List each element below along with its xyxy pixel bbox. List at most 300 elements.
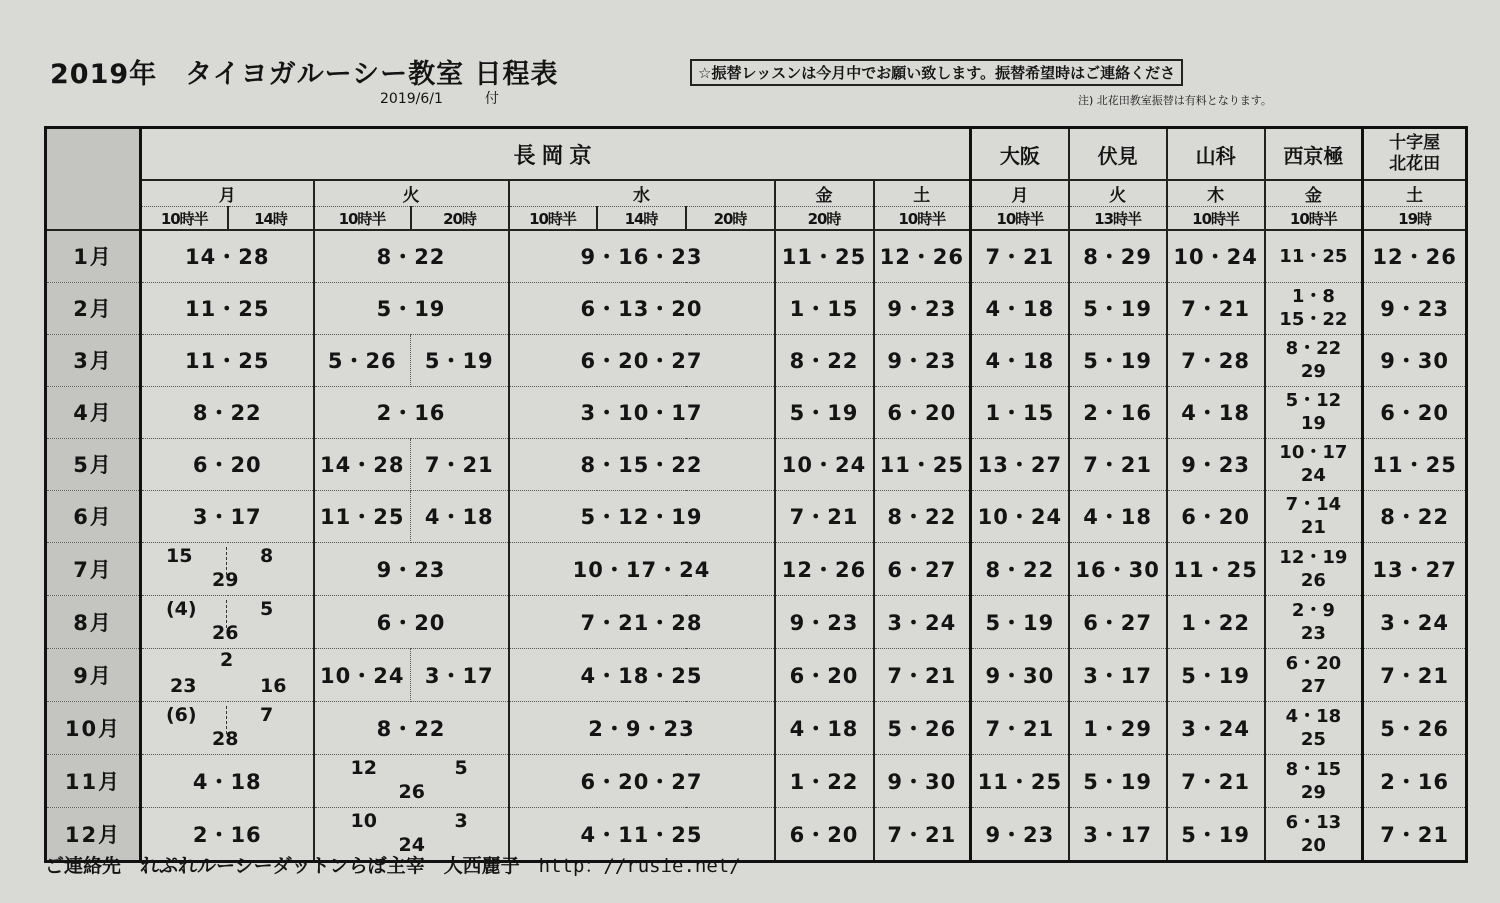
yamashina-dates: 5・19 xyxy=(1181,822,1251,847)
day-wed: 水 xyxy=(509,180,775,207)
time-mon-1: 10時半 xyxy=(141,207,228,231)
fushimi-cell xyxy=(1069,754,1167,807)
mon-cell xyxy=(141,230,314,282)
osaka-cell xyxy=(971,701,1069,754)
day-osaka: 月 xyxy=(971,180,1069,207)
kitahanada-dates: 9・30 xyxy=(1380,349,1450,373)
mon-cell xyxy=(141,701,314,754)
mon-bottom: 28 xyxy=(212,727,239,750)
tue-dates: 5・19 xyxy=(376,297,446,321)
fushimi-dates: 16・30 xyxy=(1075,557,1160,582)
month-label: 11月 xyxy=(46,754,141,807)
issue-date: 2019/6/1 付 xyxy=(380,91,499,107)
sat-dates: 9・30 xyxy=(887,769,957,794)
fri-cell xyxy=(775,490,874,542)
table-row xyxy=(46,595,1467,648)
location-osaka: 大阪 xyxy=(971,128,1069,181)
wed-cell xyxy=(509,386,775,438)
fushimi-cell xyxy=(1069,595,1167,648)
tue-dates: 8・22 xyxy=(376,245,446,270)
tue-dates: 9・23 xyxy=(376,557,446,582)
sat-cell xyxy=(874,386,971,438)
month-label: 6月 xyxy=(46,490,141,542)
kitahanada-fee-note: 注) 北花田教室振替は有料となります。 xyxy=(1078,94,1272,107)
osaka-cell xyxy=(971,438,1069,490)
mon-bottom-right: 16 xyxy=(260,674,287,697)
nishikyogoku-dates: 8・15 29 xyxy=(1285,758,1342,803)
fri-dates: 5・19 xyxy=(789,401,859,425)
location-kitahanada-line2: 北花田 xyxy=(1389,154,1441,174)
sat-cell xyxy=(874,754,971,807)
wed-cell xyxy=(509,754,775,807)
kitahanada-cell xyxy=(1363,701,1467,754)
mon-cell xyxy=(141,438,314,490)
day-mon: 月 xyxy=(141,180,314,207)
tue-2000-dates: 3・17 xyxy=(424,663,494,688)
sat-dates: 11・25 xyxy=(879,453,965,477)
wed-cell xyxy=(509,595,775,648)
sat-dates: 9・23 xyxy=(887,349,957,373)
osaka-dates: 13・27 xyxy=(977,453,1063,477)
sat-dates: 12・26 xyxy=(879,245,965,270)
yamashina-cell xyxy=(1167,701,1265,754)
location-nagaokakyo: 長岡京 xyxy=(141,128,971,181)
tue-1030-cell xyxy=(314,334,411,386)
month-label: 2月 xyxy=(46,282,141,334)
tue-1030-dates: 10・24 xyxy=(320,663,405,688)
mon-cell xyxy=(141,595,314,648)
yamashina-cell xyxy=(1167,386,1265,438)
osaka-cell xyxy=(971,595,1069,648)
kitahanada-dates: 8・22 xyxy=(1380,505,1450,529)
sat-dates: 7・21 xyxy=(887,663,957,688)
osaka-dates: 1・15 xyxy=(985,401,1055,425)
page-title: 2019年 タイヨガルーシー教室 日程表 xyxy=(50,59,559,90)
location-nishikyogoku: 西京極 xyxy=(1265,128,1363,181)
nishikyogoku-dates: 10・17 24 xyxy=(1279,442,1348,486)
yamashina-cell xyxy=(1167,334,1265,386)
mon-dates: 2・16 xyxy=(192,822,262,847)
kitahanada-dates: 7・21 xyxy=(1380,663,1450,688)
table-row xyxy=(46,386,1467,438)
month-label: 7月 xyxy=(46,542,141,595)
kitahanada-cell xyxy=(1363,490,1467,542)
nishikyogoku-dates: 8・22 29 xyxy=(1285,338,1342,382)
month-label: 5月 xyxy=(46,438,141,490)
tue-1030-dates: 5・26 xyxy=(327,349,397,373)
fri-cell xyxy=(775,807,874,861)
fri-cell xyxy=(775,438,874,490)
fri-dates: 1・15 xyxy=(789,297,859,321)
month-label: 9月 xyxy=(46,648,141,701)
fushimi-dates: 2・16 xyxy=(1083,401,1153,425)
fushimi-cell xyxy=(1069,230,1167,282)
yamashina-dates: 3・24 xyxy=(1181,716,1251,741)
footer-contact xyxy=(45,851,741,878)
tue-top-left: 12 xyxy=(350,756,377,779)
yamashina-dates: 7・21 xyxy=(1181,769,1251,794)
sat-dates: 6・20 xyxy=(887,401,957,425)
tue-top-left: 10 xyxy=(350,809,377,832)
tue-1030-dates: 14・28 xyxy=(320,453,405,477)
wed-dates: 6・20・27 xyxy=(580,349,703,373)
yamashina-cell xyxy=(1167,282,1265,334)
schedule-table xyxy=(44,126,1468,863)
month-label: 1月 xyxy=(46,230,141,282)
tue-2000-dates: 5・19 xyxy=(424,349,494,373)
kitahanada-cell xyxy=(1363,334,1467,386)
osaka-cell xyxy=(971,648,1069,701)
wed-cell xyxy=(509,230,775,282)
osaka-dates: 9・23 xyxy=(985,822,1055,847)
mon-cell xyxy=(141,754,314,807)
sat-cell xyxy=(874,282,971,334)
osaka-dates: 5・19 xyxy=(985,610,1055,635)
fri-dates: 6・20 xyxy=(789,663,859,688)
yamashina-dates: 7・21 xyxy=(1181,297,1251,321)
tue-2000-dates: 7・21 xyxy=(424,453,494,477)
time-yamashina: 10時半 xyxy=(1167,207,1265,231)
sat-cell xyxy=(874,807,971,861)
table-row xyxy=(46,542,1467,595)
tue-cell xyxy=(314,542,509,595)
wed-cell xyxy=(509,334,775,386)
mon-cell xyxy=(141,334,314,386)
yamashina-dates: 10・24 xyxy=(1173,245,1258,270)
mon-top-right: 8 xyxy=(260,544,274,567)
tue-2000-cell xyxy=(411,438,509,490)
fri-cell xyxy=(775,386,874,438)
fushimi-cell xyxy=(1069,334,1167,386)
kitahanada-cell xyxy=(1363,648,1467,701)
kitahanada-cell xyxy=(1363,386,1467,438)
mon-dates: 6・20 xyxy=(192,453,262,477)
fushimi-cell xyxy=(1069,648,1167,701)
sat-cell xyxy=(874,595,971,648)
wed-dates: 6・20・27 xyxy=(580,769,703,794)
fushimi-dates: 5・19 xyxy=(1083,769,1153,794)
tue-2000-cell xyxy=(411,490,509,542)
kitahanada-dates: 7・21 xyxy=(1380,822,1450,847)
fushimi-cell xyxy=(1069,490,1167,542)
nishikyogoku-cell xyxy=(1265,386,1363,438)
schedule-body xyxy=(46,230,1467,861)
sat-dates: 9・23 xyxy=(887,297,957,321)
fri-dates: 12・26 xyxy=(781,557,867,582)
fri-cell xyxy=(775,542,874,595)
time-mon-2: 14時 xyxy=(228,207,314,231)
tue-1030-cell xyxy=(314,490,411,542)
website-link[interactable]: http：//rusie.net/ xyxy=(538,855,741,877)
wed-dates: 6・13・20 xyxy=(580,297,703,321)
nishikyogoku-cell xyxy=(1265,230,1363,282)
osaka-cell xyxy=(971,386,1069,438)
osaka-dates: 7・21 xyxy=(985,716,1055,741)
wed-dates: 10・17・24 xyxy=(572,557,711,582)
sat-cell xyxy=(874,648,971,701)
wed-cell xyxy=(509,648,775,701)
mon-bottom: 29 xyxy=(212,568,239,591)
wed-dates: 7・21・28 xyxy=(580,610,703,635)
kitahanada-cell xyxy=(1363,282,1467,334)
time-tue-2: 20時 xyxy=(411,207,509,231)
wed-cell xyxy=(509,438,775,490)
day-yamashina: 木 xyxy=(1167,180,1265,207)
tue-dates: 6・20 xyxy=(376,610,446,635)
tue-cell xyxy=(314,701,509,754)
fri-cell xyxy=(775,701,874,754)
sat-dates: 5・26 xyxy=(887,716,957,741)
yamashina-cell xyxy=(1167,438,1265,490)
mon-dates: 4・18 xyxy=(192,769,262,794)
sat-cell xyxy=(874,542,971,595)
day-fri: 金 xyxy=(775,180,874,207)
kitahanada-dates: 3・24 xyxy=(1380,610,1450,635)
kitahanada-dates: 2・16 xyxy=(1380,769,1450,794)
day-nishikyogoku: 金 xyxy=(1265,180,1363,207)
month-label: 8月 xyxy=(46,595,141,648)
fushimi-dates: 3・17 xyxy=(1083,822,1153,847)
mon-top: 2 xyxy=(220,648,234,671)
fri-dates: 4・18 xyxy=(789,716,859,741)
month-label: 3月 xyxy=(46,334,141,386)
wed-cell xyxy=(509,282,775,334)
mon-bottom-left: 23 xyxy=(170,674,197,697)
mon-top-left: (6) xyxy=(166,703,197,726)
nishikyogoku-cell xyxy=(1265,438,1363,490)
mon-dates: 3・17 xyxy=(192,505,262,529)
fushimi-dates: 1・29 xyxy=(1083,716,1153,741)
nishikyogoku-dates: 6・13 20 xyxy=(1285,811,1342,856)
nishikyogoku-cell xyxy=(1265,490,1363,542)
wed-dates: 9・16・23 xyxy=(580,245,703,270)
nishikyogoku-dates: 2・9 23 xyxy=(1291,599,1335,644)
mon-dates: 11・25 xyxy=(185,297,270,321)
fri-cell xyxy=(775,648,874,701)
time-osaka: 10時半 xyxy=(971,207,1069,231)
month-label: 4月 xyxy=(46,386,141,438)
tue-cell xyxy=(314,754,509,807)
yamashina-dates: 11・25 xyxy=(1173,557,1258,582)
kitahanada-dates: 9・23 xyxy=(1380,297,1450,321)
table-row xyxy=(46,754,1467,807)
fri-dates: 7・21 xyxy=(789,505,859,529)
tue-cell xyxy=(314,386,509,438)
tue-dates: 2・16 xyxy=(376,401,446,425)
sat-dates: 3・24 xyxy=(887,610,957,635)
nishikyogoku-cell xyxy=(1265,701,1363,754)
nishikyogoku-dates: 7・14 21 xyxy=(1285,494,1342,538)
table-row xyxy=(46,334,1467,386)
mon-top-right: 7 xyxy=(260,703,274,726)
tue-2000-cell xyxy=(411,334,509,386)
kitahanada-dates: 5・26 xyxy=(1380,716,1450,741)
day-kitahanada: 土 xyxy=(1363,180,1467,207)
kitahanada-cell xyxy=(1363,230,1467,282)
osaka-dates: 11・25 xyxy=(977,769,1063,794)
sat-cell xyxy=(874,490,971,542)
fushimi-dates: 3・17 xyxy=(1083,663,1153,688)
month-label: 12月 xyxy=(46,807,141,861)
fushimi-cell xyxy=(1069,438,1167,490)
mon-dates: 8・22 xyxy=(192,401,262,425)
wed-dates: 2・9・23 xyxy=(588,716,695,741)
osaka-dates: 9・30 xyxy=(985,663,1055,688)
location-yamashina: 山科 xyxy=(1167,128,1265,181)
nishikyogoku-cell xyxy=(1265,542,1363,595)
nishikyogoku-dates: 6・20 27 xyxy=(1285,652,1342,697)
fushimi-dates: 7・21 xyxy=(1083,453,1153,477)
fri-cell xyxy=(775,334,874,386)
mon-dates: 14・28 xyxy=(185,245,270,270)
tue-2000-dates: 4・18 xyxy=(424,505,494,529)
yamashina-cell xyxy=(1167,542,1265,595)
fri-cell xyxy=(775,282,874,334)
fri-dates: 11・25 xyxy=(781,245,867,270)
mon-cell xyxy=(141,490,314,542)
time-wed-2: 14時 xyxy=(597,207,686,231)
osaka-cell xyxy=(971,230,1069,282)
yamashina-cell xyxy=(1167,754,1265,807)
contact-label: ご連絡先 れぷれルーシーダットンらぼ主宰 大西麗子 xyxy=(45,855,539,877)
sat-cell xyxy=(874,438,971,490)
osaka-cell xyxy=(971,542,1069,595)
osaka-cell xyxy=(971,754,1069,807)
kitahanada-dates: 6・20 xyxy=(1380,401,1450,425)
day-fushimi: 火 xyxy=(1069,180,1167,207)
mon-cell xyxy=(141,282,314,334)
wed-dates: 5・12・19 xyxy=(580,505,703,529)
location-fushimi: 伏見 xyxy=(1069,128,1167,181)
sat-dates: 7・21 xyxy=(887,822,957,847)
sat-dates: 8・22 xyxy=(887,505,957,529)
yamashina-cell xyxy=(1167,490,1265,542)
makeup-lesson-notice: ☆振替レッスンは今月中でお願い致します。振替希望時はご連絡くださ xyxy=(690,59,1183,86)
yamashina-dates: 5・19 xyxy=(1181,663,1251,688)
table-row xyxy=(46,648,1467,701)
nishikyogoku-cell xyxy=(1265,334,1363,386)
fushimi-cell xyxy=(1069,807,1167,861)
wed-cell xyxy=(509,701,775,754)
wed-cell xyxy=(509,490,775,542)
kitahanada-cell xyxy=(1363,438,1467,490)
table-row xyxy=(46,701,1467,754)
kitahanada-cell xyxy=(1363,754,1467,807)
kitahanada-cell xyxy=(1363,595,1467,648)
yamashina-cell xyxy=(1167,230,1265,282)
fushimi-cell xyxy=(1069,282,1167,334)
time-fushimi: 13時半 xyxy=(1069,207,1167,231)
time-nishikyogoku: 10時半 xyxy=(1265,207,1363,231)
wed-dates: 4・18・25 xyxy=(580,663,703,688)
tue-bottom: 24 xyxy=(398,833,425,856)
kitahanada-dates: 11・25 xyxy=(1372,453,1457,477)
nishikyogoku-dates: 5・12 19 xyxy=(1285,390,1342,434)
table-row xyxy=(46,490,1467,542)
tue-top-right: 5 xyxy=(454,756,468,779)
tue-2000-cell xyxy=(411,648,509,701)
fri-dates: 1・22 xyxy=(789,769,859,794)
wed-dates: 3・10・17 xyxy=(580,401,703,425)
osaka-dates: 4・18 xyxy=(985,349,1055,373)
fri-cell xyxy=(775,595,874,648)
osaka-dates: 10・24 xyxy=(977,505,1063,529)
table-row xyxy=(46,438,1467,490)
fushimi-dates: 6・27 xyxy=(1083,610,1153,635)
header-corner xyxy=(46,128,141,231)
location-kitahanada-line1: 十字屋 xyxy=(1389,133,1441,153)
yamashina-cell xyxy=(1167,595,1265,648)
table-row xyxy=(46,282,1467,334)
mon-top-left: (4) xyxy=(166,597,197,620)
day-tue: 火 xyxy=(314,180,509,207)
wed-dates: 4・11・25 xyxy=(580,822,703,847)
mon-cell xyxy=(141,648,314,701)
nishikyogoku-cell xyxy=(1265,807,1363,861)
osaka-dates: 8・22 xyxy=(985,557,1055,582)
tue-bottom: 26 xyxy=(398,780,425,803)
kitahanada-cell xyxy=(1363,542,1467,595)
osaka-cell xyxy=(971,334,1069,386)
yamashina-dates: 4・18 xyxy=(1181,401,1251,425)
month-label: 10月 xyxy=(46,701,141,754)
fri-dates: 6・20 xyxy=(789,822,859,847)
sat-cell xyxy=(874,701,971,754)
table-row xyxy=(46,230,1467,282)
fushimi-dates: 8・29 xyxy=(1083,245,1153,270)
sat-dates: 6・27 xyxy=(887,557,957,582)
fri-cell xyxy=(775,754,874,807)
tue-cell xyxy=(314,595,509,648)
time-tue-1: 10時半 xyxy=(314,207,411,231)
fri-dates: 8・22 xyxy=(789,349,859,373)
sat-cell xyxy=(874,230,971,282)
nishikyogoku-cell xyxy=(1265,282,1363,334)
time-wed-1: 10時半 xyxy=(509,207,597,231)
kitahanada-cell xyxy=(1363,807,1467,861)
fushimi-cell xyxy=(1069,386,1167,438)
osaka-cell xyxy=(971,282,1069,334)
fushimi-dates: 5・19 xyxy=(1083,297,1153,321)
wed-cell xyxy=(509,542,775,595)
wed-dates: 8・15・22 xyxy=(580,453,703,477)
fushimi-dates: 4・18 xyxy=(1083,505,1153,529)
yamashina-dates: 7・28 xyxy=(1181,349,1251,373)
tue-cell xyxy=(314,282,509,334)
tue-1030-cell xyxy=(314,438,411,490)
yamashina-dates: 1・22 xyxy=(1181,610,1251,635)
nishikyogoku-cell xyxy=(1265,595,1363,648)
kitahanada-dates: 12・26 xyxy=(1372,245,1457,270)
tue-1030-dates: 11・25 xyxy=(320,505,405,529)
nishikyogoku-dates: 4・18 25 xyxy=(1285,705,1342,750)
time-fri: 20時 xyxy=(775,207,874,231)
osaka-cell xyxy=(971,807,1069,861)
osaka-dates: 7・21 xyxy=(985,245,1055,270)
tue-top-right: 3 xyxy=(454,809,468,832)
kitahanada-dates: 13・27 xyxy=(1372,557,1457,582)
sat-cell xyxy=(874,334,971,386)
mon-top-left: 15 xyxy=(166,544,193,567)
nishikyogoku-dates: 12・19 26 xyxy=(1279,546,1348,591)
yamashina-cell xyxy=(1167,648,1265,701)
mon-bottom: 26 xyxy=(212,621,239,644)
mon-dates: 11・25 xyxy=(185,349,270,373)
location-kitahanada xyxy=(1363,128,1467,181)
time-kitahanada: 19時 xyxy=(1363,207,1467,231)
osaka-dates: 4・18 xyxy=(985,297,1055,321)
nishikyogoku-dates: 11・25 xyxy=(1279,245,1348,267)
